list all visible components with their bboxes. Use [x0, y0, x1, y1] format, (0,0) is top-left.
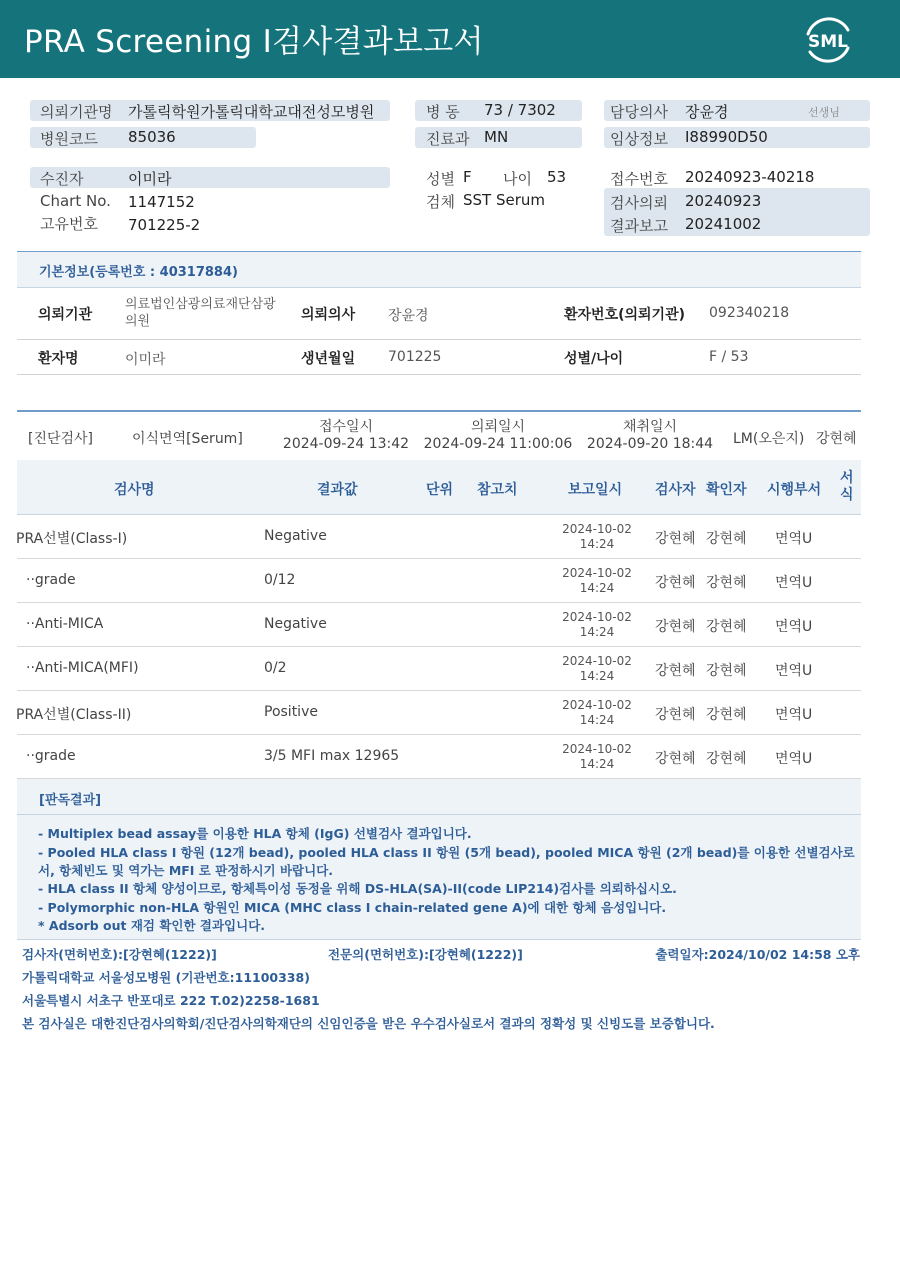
cell-report-time: 14:24	[579, 581, 615, 595]
report-date-value: 20241002	[685, 215, 762, 233]
basic-sexage-value: F / 53	[709, 349, 749, 365]
th-approver: 확인자	[706, 482, 747, 498]
cell-approver: 강현혜	[706, 751, 747, 767]
patient-label: 수진자	[40, 170, 84, 188]
table-row	[17, 515, 861, 559]
interpretation-body	[17, 815, 861, 940]
report-date-label: 결과보고	[610, 217, 668, 235]
cell-approver: 강현혜	[706, 707, 747, 723]
cell-report-time: 14:24	[579, 669, 615, 683]
footer-address: 서울특별시 서초구 반포대로 222 T.02)2258-1681	[22, 993, 320, 1008]
age-label: 나이	[503, 170, 532, 188]
request-label: 검사의뢰	[610, 194, 668, 212]
th-tester: 검사자	[655, 482, 696, 498]
cell-result: 0/12	[264, 572, 296, 588]
footer-certification: 본 검사실은 대한진단검사의학회/진단검사의학재단의 신임인증을 받은 우수검사실로서 결과의 정확성 및 신빙도를 보증합니다.	[22, 1016, 715, 1031]
interpretation-line: - Multiplex bead assay를 이용한 HLA 항체 (IgG) 선별검사 결과입니다.	[38, 826, 472, 841]
basic-patient-no-label: 환자번호(의뢰기관)	[564, 307, 685, 323]
cell-dept: 면역U	[775, 707, 813, 723]
footer-tester: 검사자(면허번호):[강현혜(1222)]	[22, 947, 217, 962]
patient-value: 이미라	[128, 170, 172, 188]
cell-test-name: ··Anti-MICA(MFI)	[26, 660, 139, 676]
cell-approver: 강현혜	[706, 619, 747, 635]
doctor-value: 장윤경	[685, 103, 729, 121]
received-value: 2024-09-24 13:42	[282, 436, 410, 452]
requested-label: 의뢰일시	[470, 419, 526, 435]
collected-value: 2024-09-20 18:44	[586, 436, 714, 452]
cell-test-name: PRA선별(Class-I)	[16, 531, 128, 547]
cell-dept: 면역U	[775, 619, 813, 635]
diagnosis-tester: 강현혜	[816, 431, 857, 447]
specimen-label: 검체	[426, 193, 455, 211]
cell-report-time: 14:24	[579, 537, 615, 551]
doctor-suffix: 선생님	[808, 106, 840, 119]
interpretation-header	[17, 779, 861, 815]
requester-value: 가톨릭학원가톨릭대학교대전성모병원	[128, 103, 375, 121]
table-row	[17, 691, 861, 735]
th-test-name: 검사명	[114, 482, 155, 498]
cell-test-name: ··Anti-MICA	[26, 616, 104, 632]
cell-report-datetime	[557, 742, 637, 772]
cell-report-date: 2024-10-02	[562, 654, 632, 668]
basic-patient-no-value: 092340218	[709, 305, 790, 321]
cell-report-datetime	[557, 522, 637, 552]
diagnosis-test: 이식면역[Serum]	[132, 431, 243, 447]
received-datetime	[278, 419, 414, 453]
cell-result: Negative	[264, 616, 327, 632]
chart-no-label: Chart No.	[40, 192, 111, 210]
interpretation-line: - Pooled HLA class I 항원 (12개 bead), pooled HLA class II 항원 (5개 bead), pooled MICA 항원 (2개 bead)를 이용한 선별검사로	[38, 845, 855, 860]
basic-info-header	[17, 252, 861, 288]
requested-datetime	[420, 419, 576, 453]
th-ref: 참고치	[477, 482, 518, 498]
logo-text: SML	[808, 32, 848, 52]
report-header	[0, 0, 900, 78]
basic-bottom-rule	[17, 374, 861, 375]
cell-report-date: 2024-10-02	[562, 742, 632, 756]
cell-result: 0/2	[264, 660, 287, 676]
cell-tester: 강현혜	[655, 707, 696, 723]
cell-report-date: 2024-10-02	[562, 522, 632, 536]
table-row	[17, 735, 861, 779]
cell-test-name: ··grade	[26, 572, 76, 588]
uid-label: 고유번호	[40, 215, 98, 233]
cell-result: Negative	[264, 528, 327, 544]
interpretation-line: - Polymorphic non-HLA 항원인 MICA (MHC class I chain-related gene A)에 대한 항체 음성입니다.	[38, 900, 667, 915]
cell-tester: 강현혜	[655, 619, 696, 635]
cell-test-name: PRA선별(Class-II)	[16, 707, 132, 723]
results-table-header	[17, 460, 861, 515]
basic-info-title: 기본정보(등록번호 : 40317884)	[39, 265, 238, 280]
ward-label: 병 동	[426, 103, 460, 121]
th-unit: 단위	[426, 482, 454, 498]
footer-specialist: 전문의(면허번호):[강현혜(1222)]	[328, 947, 523, 962]
sex-label: 성별	[426, 170, 455, 188]
interpretation-title: [판독결과]	[39, 793, 102, 808]
basic-birth-value: 701225	[388, 349, 442, 365]
cell-report-time: 14:24	[579, 713, 615, 727]
cell-test-name: ··grade	[26, 748, 76, 764]
requested-value: 2024-09-24 11:00:06	[423, 436, 573, 452]
interpretation-line: 서, 항체빈도 및 역가는 MFI 로 판정하시기 바랍니다.	[38, 863, 334, 878]
request-value: 20240923	[685, 192, 762, 210]
collected-datetime	[582, 419, 718, 453]
accession-label: 접수번호	[610, 170, 668, 188]
uid-value: 701225-2	[128, 216, 201, 234]
basic-institution-label: 의뢰기관	[38, 307, 93, 323]
sex-value: F	[463, 168, 472, 186]
table-row	[17, 603, 861, 647]
cell-approver: 강현혜	[706, 531, 747, 547]
cell-dept: 면역U	[775, 663, 813, 679]
cell-report-date: 2024-10-02	[562, 566, 632, 580]
basic-doctor-label: 의뢰의사	[301, 307, 356, 323]
chart-no-value: 1147152	[128, 193, 195, 211]
cell-report-datetime	[557, 698, 637, 728]
dept-label: 진료과	[426, 130, 470, 148]
footer-printed: 출력일자:2024/10/02 14:58 오후	[655, 947, 860, 962]
cell-tester: 강현혜	[655, 575, 696, 591]
clinical-label: 임상정보	[610, 130, 668, 148]
received-label: 접수일시	[318, 419, 374, 435]
cell-tester: 강현혜	[655, 751, 696, 767]
cell-report-date: 2024-10-02	[562, 698, 632, 712]
cell-result: 3/5 MFI max 12965	[264, 748, 400, 764]
dept-value: MN	[484, 128, 509, 146]
specimen-value: SST Serum	[463, 191, 546, 209]
hospital-code-label: 병원코드	[40, 130, 98, 148]
interpretation-line: * Adsorb out 재검 확인한 결과입니다.	[38, 918, 266, 933]
th-result: 결과값	[317, 482, 358, 498]
cell-dept: 면역U	[775, 751, 813, 767]
basic-birth-label: 생년월일	[301, 351, 356, 367]
th-format: 서식	[840, 470, 854, 503]
accession-value: 20240923-40218	[685, 168, 815, 186]
footer-institution: 가톨릭대학교 서울성모병원 (기관번호:11100338)	[22, 970, 310, 985]
patient-pill	[30, 167, 390, 188]
cell-approver: 강현혜	[706, 575, 747, 591]
age-value: 53	[547, 168, 567, 186]
cell-dept: 면역U	[775, 575, 813, 591]
requester-label: 의뢰기관명	[40, 103, 113, 121]
cell-report-datetime	[557, 610, 637, 640]
basic-name-label: 환자명	[38, 351, 79, 367]
ward-value: 73 / 7302	[484, 101, 556, 119]
cell-report-time: 14:24	[579, 757, 615, 771]
report-title: PRA Screening Ⅰ검사결과보고서	[24, 24, 484, 60]
basic-sexage-label: 성별/나이	[564, 351, 624, 367]
diagnosis-category: [진단검사]	[28, 431, 94, 447]
cell-report-date: 2024-10-02	[562, 610, 632, 624]
cell-tester: 강현혜	[655, 663, 696, 679]
th-date: 보고일시	[568, 482, 623, 498]
basic-doctor-value: 장윤경	[388, 308, 429, 324]
table-row	[17, 647, 861, 691]
sml-logo-icon	[800, 12, 856, 68]
cell-report-datetime	[557, 566, 637, 596]
basic-institution-value: 의료법인삼광의료재단삼광의원	[125, 297, 276, 329]
cell-tester: 강현혜	[655, 531, 696, 547]
basic-name-value: 이미라	[125, 352, 166, 368]
clinical-value: I88990D50	[685, 128, 768, 146]
doctor-label: 담당의사	[610, 103, 668, 121]
cell-dept: 면역U	[775, 531, 813, 547]
diagnosis-lm: LM(오은지)	[733, 431, 805, 447]
cell-report-time: 14:24	[579, 625, 615, 639]
interpretation-line: - HLA class II 항체 양성이므로, 항체특이성 동정을 위해 DS-HLA(SA)-II(code LIP214)검사를 의뢰하십시오.	[38, 881, 677, 896]
diagnosis-top-rule	[17, 410, 861, 412]
table-row	[17, 559, 861, 603]
hospital-code-value: 85036	[128, 128, 176, 146]
th-dept: 시행부서	[767, 482, 822, 498]
cell-report-datetime	[557, 654, 637, 684]
cell-result: Positive	[264, 704, 318, 720]
cell-approver: 강현혜	[706, 663, 747, 679]
basic-row-divider	[17, 339, 861, 340]
collected-label: 채취일시	[622, 419, 678, 435]
